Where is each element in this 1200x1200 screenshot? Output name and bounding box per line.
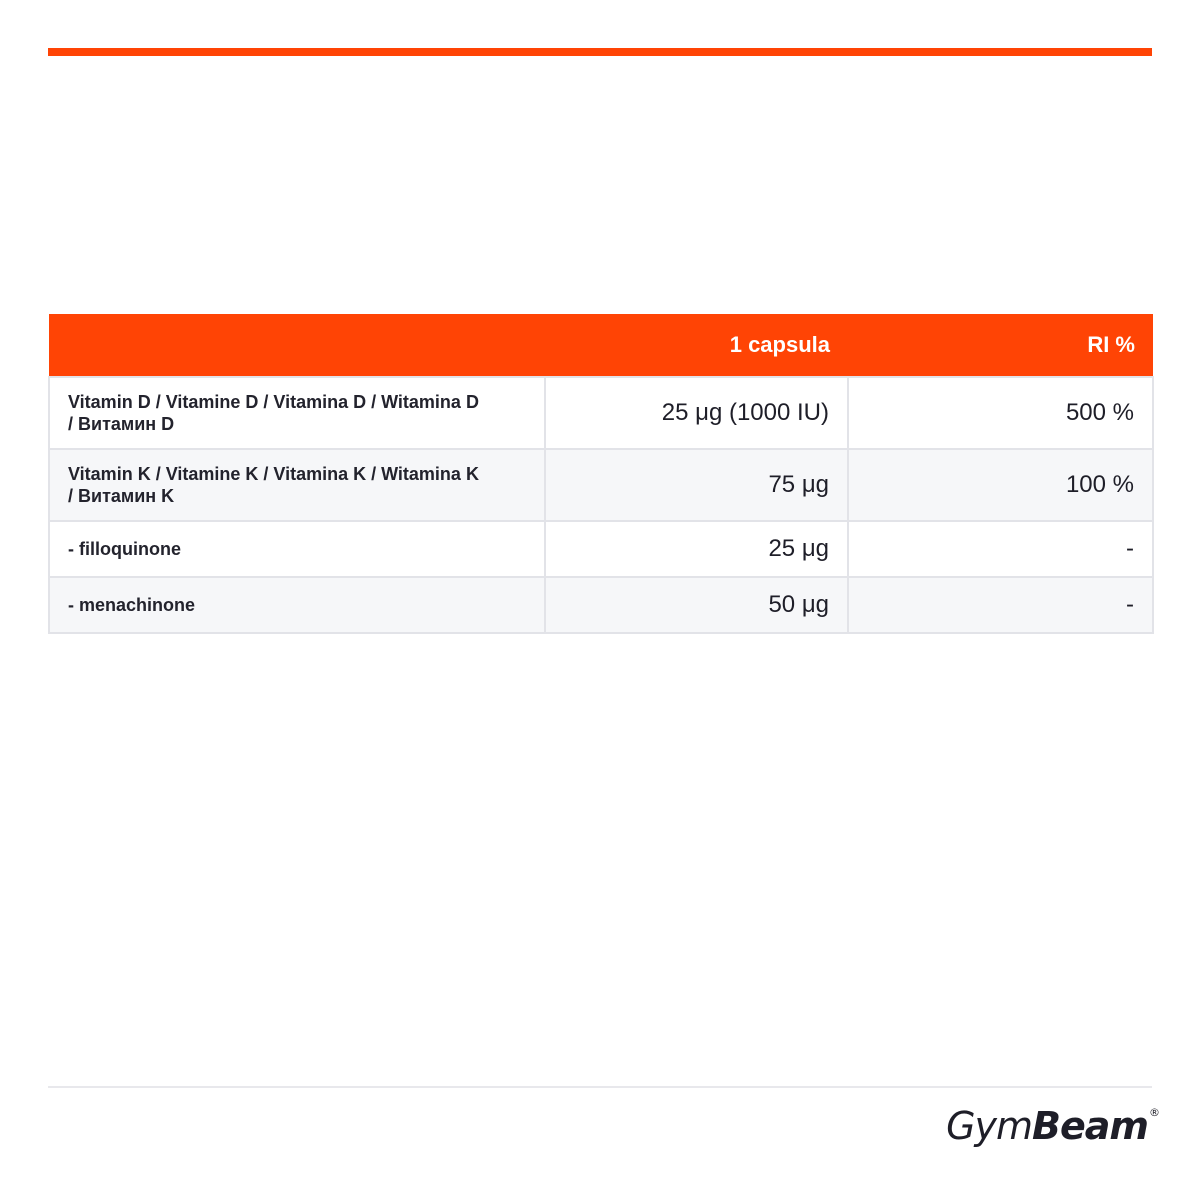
nutrient-name — [49, 377, 545, 449]
nutrient-amount: 50 μg — [545, 577, 848, 633]
header-per-capsule: 1 capsula — [729, 332, 830, 357]
nutrient-name-line: Vitamin D / Vitamine D / Vitamina D / Witamina D — [68, 392, 479, 412]
logo-text-beam: Beam — [1032, 1104, 1148, 1148]
nutrient-ri: 500 % — [848, 377, 1153, 449]
nutrient-amount: 25 μg — [545, 521, 848, 577]
nutrient-amount: 25 μg (1000 IU) — [545, 377, 848, 449]
header-nutrient — [49, 314, 545, 377]
logo-text-gym: Gym — [946, 1104, 1033, 1148]
nutrient-name-line: / Витамин K — [68, 486, 175, 506]
registered-mark: ® — [1149, 1106, 1160, 1119]
nutrient-name — [49, 449, 545, 521]
table-row — [49, 449, 1153, 521]
nutrient-amount: 75 μg — [545, 449, 848, 521]
nutrient-name: - filloquinone — [49, 521, 545, 577]
nutrient-name-line: / Витамин D — [68, 414, 175, 434]
nutrient-ri: - — [848, 577, 1153, 633]
table-row — [49, 577, 1153, 633]
nutrient-ri: 100 % — [848, 449, 1153, 521]
top-accent-bar — [48, 48, 1152, 56]
nutrient-ri: - — [848, 521, 1153, 577]
nutrient-name: - menachinone — [49, 577, 545, 633]
gymbeam-logo — [946, 1104, 1160, 1148]
nutrient-name-line: Vitamin K / Vitamine K / Vitamina K / Witamina K — [68, 464, 479, 484]
footer-divider — [48, 1086, 1152, 1088]
table-header-row — [49, 314, 1153, 377]
header-ri-percent: RI % — [1087, 332, 1135, 357]
table-row — [49, 377, 1153, 449]
nutrition-table — [48, 314, 1154, 634]
table-row — [49, 521, 1153, 577]
